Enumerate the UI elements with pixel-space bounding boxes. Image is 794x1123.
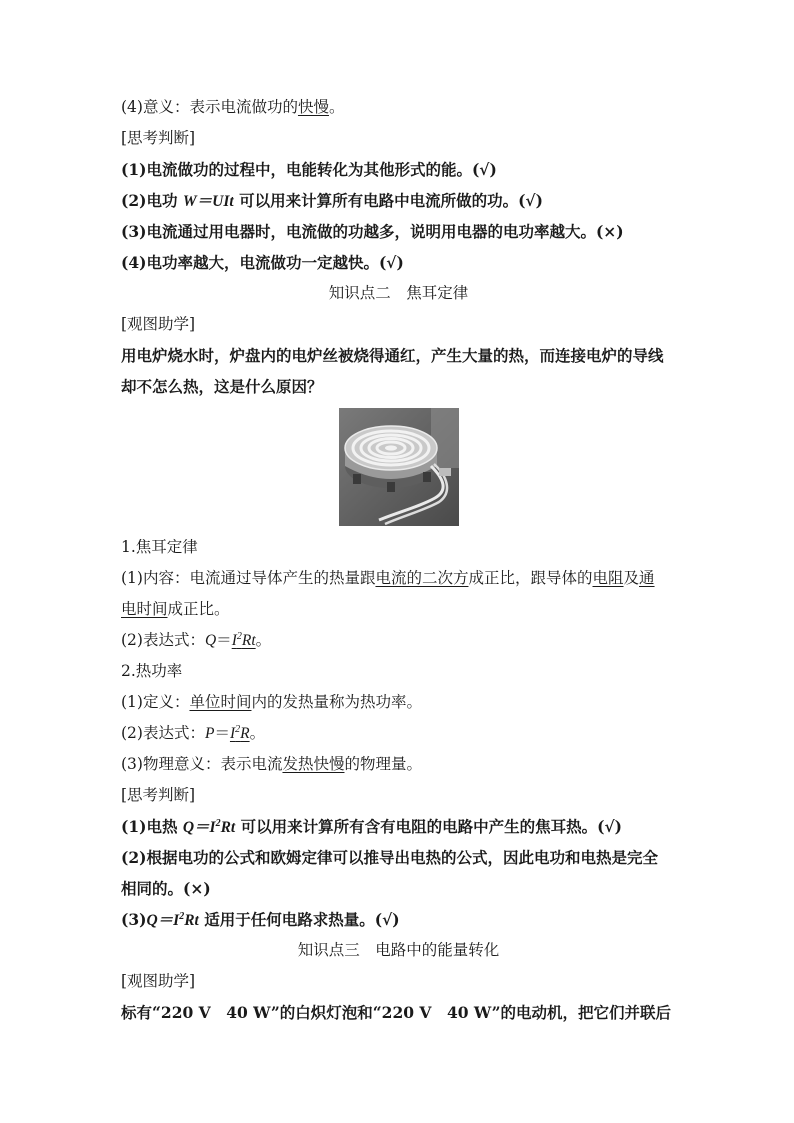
blank-answer: 发热快慢 [282,755,345,773]
electric-stove-photo [339,408,459,526]
formula: Rt [184,912,199,929]
formula: W＝UIt [182,193,234,210]
blank-answer: 电阻 [592,569,624,587]
guide-label-3: [观图助学] [121,972,196,990]
judge-item-1: (1)电流做功的过程中，电能转化为其他形式的能。(√) [121,160,497,179]
judge2-item-2a: (2)根据电功的公式和欧姆定律可以推导出电热的公式，因此电功和电热是完全 [121,848,658,867]
blank-answer [230,725,250,742]
blank-answer: 电时间 [121,600,168,618]
text: 可以用来计算所有电路中电流所做的功。(√) [233,191,543,210]
think-judge-label-2: [思考判断] [121,786,196,804]
text: (1)定义： [121,693,190,711]
meaning-line [121,92,676,123]
text: ＝ [216,631,232,649]
formula: I [231,632,237,649]
text: 。 [255,631,272,649]
section-heading-2: 知识点二 焦耳定律 [328,284,469,302]
judge-item-3: (3)电流通过用电器时，电流做的功越多，说明用电器的电功率越大。(×) [121,222,624,241]
text: (1)内容：电流通过导体产生的热量跟 [121,569,376,587]
text: ＝ [214,724,230,742]
paragraph-line: 标有“220 V 40 W”的白炽灯泡和“220 V 40 W”的电动机，把它们并联后 [121,1003,672,1022]
judge-item-2 [121,185,676,216]
content-line-1 [121,563,676,594]
text: (2)表达式： [121,631,205,649]
superscript: 2 [235,723,241,735]
blank-answer: 电流的二次方 [375,569,469,587]
formula: Q＝I [146,912,180,929]
think-judge-label: [思考判断] [121,129,196,147]
subtitle-joule-law: 1.焦耳定律 [121,538,198,556]
physical-meaning-line [121,749,676,780]
electric-stove-figure [121,402,676,532]
blank-answer: 单位时间 [189,693,252,711]
judge2-item-1 [121,811,676,842]
text: 。 [328,98,345,116]
formula: Rt [241,632,256,649]
text: 。 [249,724,266,742]
expression-line-heat [121,625,676,656]
text: 适用于任何电路求热量。(√) [198,910,400,929]
judge2-item-3 [121,904,676,935]
text: (3)物理意义：表示电流 [121,755,283,773]
formula: R [240,725,250,742]
text: (2)表达式： [121,724,205,742]
formula: P [204,725,215,742]
text: 内的发热量称为热功率。 [251,693,422,711]
superscript: 2 [236,630,242,642]
text: (3) [121,910,147,929]
guide-label: [观图助学] [121,315,196,333]
text: 成正比。 [167,600,230,618]
text: 成正比，跟导体的 [468,569,593,587]
judge2-item-2b: 相同的。(×) [121,879,211,898]
text: (2)电功 [121,191,183,210]
text: 的物理量。 [344,755,422,773]
definition-line [121,687,676,718]
formula: Q＝I [182,819,216,836]
formula: Rt [220,819,236,836]
question-line-2: 却不怎么热，这是什么原因？ [121,377,323,396]
blank-answer: 快慢 [297,98,329,116]
expression-line-power [121,718,676,749]
text: 及 [623,569,640,587]
formula: Q [204,632,217,649]
text: 可以用来计算所有含有电阻的电路中产生的焦耳热。(√) [235,817,623,836]
superscript: 2 [215,817,221,829]
text: (4)意义：表示电流做功的 [121,98,298,116]
blank-answer [232,632,256,649]
blank-answer: 通 [639,569,655,587]
judge-item-4: (4)电功率越大，电流做功一定越快。(√) [121,253,404,272]
formula: I [229,725,236,742]
document-body [121,92,676,1028]
text: (1)电热 [121,817,183,836]
subtitle-heat-power: 2.热功率 [121,662,183,680]
superscript: 2 [179,910,185,922]
section-heading-3: 知识点三 电路中的能量转化 [297,941,500,959]
content-line-2 [121,594,676,625]
question-line-1: 用电炉烧水时，炉盘内的电炉丝被烧得通红，产生大量的热，而连接电炉的导线 [121,346,664,365]
